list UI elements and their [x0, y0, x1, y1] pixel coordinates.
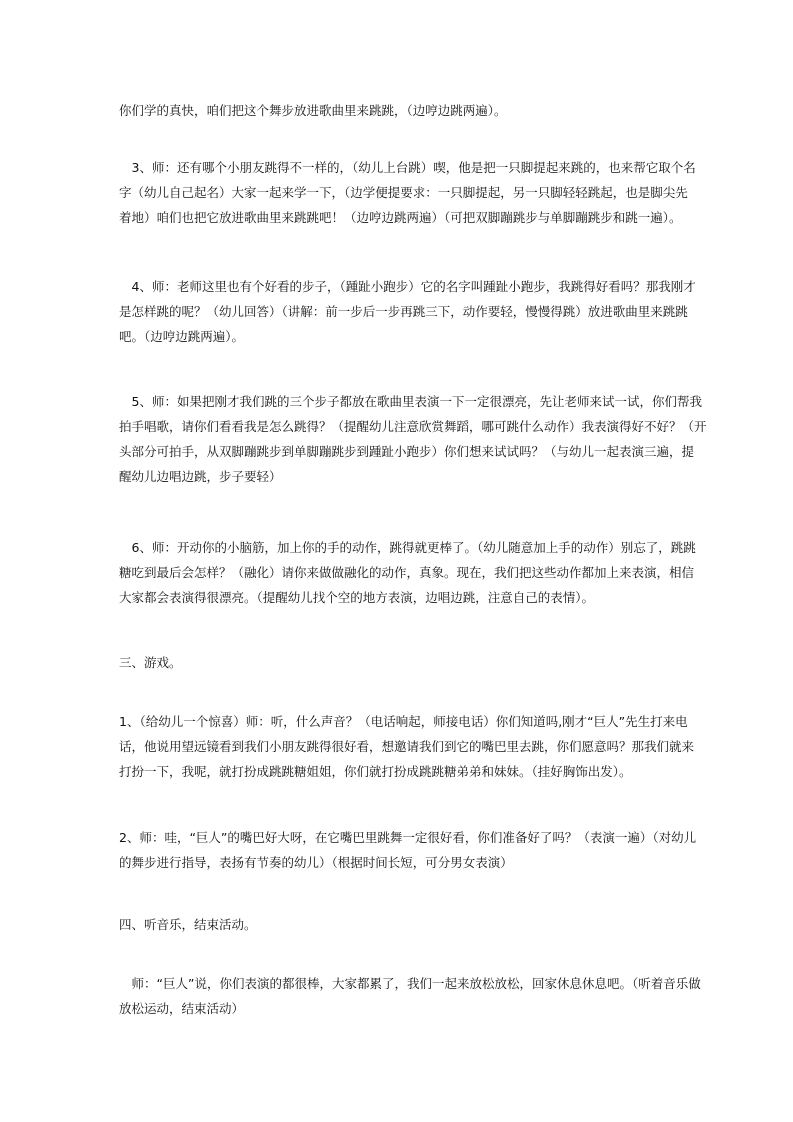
text-line: 拍手唱歌，请你们看看我是怎么跳得？（提醒幼儿注意欣赏舞蹈，哪可跳什么动作）我表演得好不好？（开 [119, 419, 707, 434]
text-line: 2、师：哇，“巨人”的嘴巴好大呀，在它嘴巴里跳舞一定很好看，你们准备好了吗？（表演一遍）（对幼儿 [119, 830, 697, 845]
text-line: 放松运动，结束活动） [119, 1001, 245, 1016]
paragraph-step-4 [119, 274, 696, 349]
paragraph-step-6 [119, 535, 696, 610]
text-line: 大家都会表演得很漂亮。（提醒幼儿找个空的地方表演，边唱边跳，注意自己的表情）。 [119, 590, 595, 605]
heading-text: 三、游戏。 [119, 655, 182, 670]
section-heading-ending [119, 912, 679, 937]
text-line: 6、师：开动你的小脑筋，加上你的手的动作，跳得就更棒了。（幼儿随意加上手的动作）别忘了，跳跳 [119, 540, 696, 555]
heading-text: 四、听音乐，结束活动。 [119, 917, 257, 932]
text-line: 醒幼儿边唱边跳，步子要轻） [119, 469, 282, 484]
text-line: 的舞步进行指导，表扬有节奏的幼儿）（根据时间长短，可分男女表演） [119, 855, 513, 870]
text-line: 师：“巨人”说，你们表演的都很棒，大家都累了，我们一起来放松放松，回家休息休息吧。（听着音乐做 [119, 976, 701, 991]
text-line: 1、（给幼儿一个惊喜）师：听，什么声音？（电话响起，师接电话）你们知道吗,刚才“巨人”先生打来电 [119, 714, 688, 729]
paragraph-step-5 [119, 389, 707, 489]
text-line: 你们学的真快，咱们把这个舞步放进歌曲里来跳跳，（边哼边跳两遍）。 [119, 103, 507, 118]
paragraph-intro [119, 98, 679, 123]
paragraph-ending [119, 971, 701, 1021]
paragraph-game-2 [119, 825, 697, 875]
text-line: 5、师：如果把刚才我们跳的三个步子都放在歌曲里表演一下一定很漂亮，先让老师来试一试，你们帮我 [119, 394, 702, 409]
section-heading-game [119, 650, 679, 675]
text-line: 头部分可拍手，从双脚蹦跳步到单脚蹦跳步到踵趾小跑步）你们想来试试吗？（与幼儿一起表演三遍，提 [119, 444, 695, 459]
text-line: 打扮一下，我呢，就打扮成跳跳糖姐姐，你们就打扮成跳跳糖弟弟和妹妹。（挂好胸饰出发）。 [119, 764, 632, 779]
text-line: 糖吃到最后会怎样？（融化）请你来做做融化的动作，真象。现在，我们把这些动作都加上来表演，相信 [119, 565, 695, 580]
text-line: 着地）咱们也把它放进歌曲里来跳跳吧！（边哼边跳两遍）（可把双脚蹦跳步与单脚蹦跳步和跳一遍）。 [119, 210, 682, 225]
paragraph-step-3 [119, 155, 696, 230]
text-line: 话，他说用望远镜看到我们小朋友跳得很好看，想邀请我们到它的嘴巴里去跳，你们愿意吗？那我们就来 [119, 739, 695, 754]
text-line: 3、师：还有哪个小朋友跳得不一样的，（幼儿上台跳）喫，他是把一只脚提起来跳的，也来帮它取个名 [119, 160, 696, 175]
text-line: 4、师：老师这里也有个好看的步子，（踵趾小跑步）它的名字叫踵趾小跑步，我跳得好看吗？那我刚才 [119, 279, 696, 294]
paragraph-game-1 [119, 709, 695, 784]
text-line: 字（幼儿自己起名）大家一起来学一下，（边学便提要求：一只脚提起，另一只脚轻轻跳起，也是脚尖先 [119, 185, 688, 200]
text-line: 是怎样跳的呢？（幼儿回答）（讲解：前一步后一步再跳三下，动作要轻，慢慢得跳）放进歌曲里来跳跳 [119, 304, 688, 319]
text-line: 吧。（边哼边跳两遍）。 [119, 329, 245, 344]
